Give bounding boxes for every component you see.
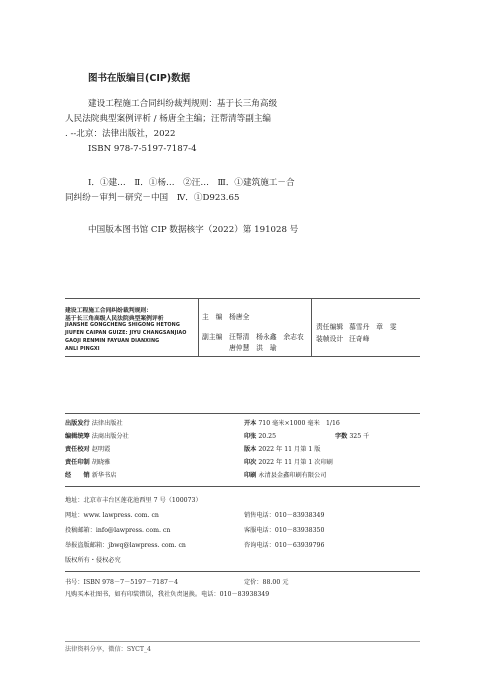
- cip-classification-line-2: 同纠纷－审判－研究－中国 Ⅳ．①D923.65: [65, 193, 240, 203]
- bottom-rule: [65, 641, 420, 642]
- cip-classification-line-1: Ⅰ．①建… Ⅱ．①杨… ②汪… Ⅲ．①建筑施工－合: [88, 178, 295, 188]
- title-box-divider-2: [311, 298, 312, 356]
- editor-label: 主 编: [202, 313, 223, 321]
- info-row-words: 字数 325 千: [335, 433, 370, 440]
- info-bottom-rule: [65, 486, 420, 487]
- design-label: 装帧设计: [316, 335, 344, 343]
- footer-isbn: 书号：ISBN 978－7－5197－7187－4: [65, 579, 179, 586]
- cip-description-line-2: 人民法院典型案例评析 / 杨唐全主编；汪帮清等副主编: [65, 114, 272, 124]
- deputy-editor-names-1: 汪帮清 杨永鑫 余志农: [229, 333, 304, 341]
- cip-core-data: 中国版本图书馆 CIP 数据核字（2022）第 191028 号: [88, 225, 299, 235]
- deputy-editor-names-2: 唐仲慧 洪 瑜: [229, 344, 277, 352]
- consult-tel: 咨询电话：010－63939796: [244, 542, 325, 549]
- book-title-cn-line-1: 建设工程施工合同纠纷裁判规则：: [65, 308, 152, 314]
- title-box-divider-1: [198, 298, 199, 356]
- info-row-publisher: 出版发行 法律出版社: [65, 420, 123, 427]
- cip-description-line-1: 建设工程施工合同纠纷裁判规则：基于长三角高级: [88, 99, 278, 109]
- footer-price: 定价：88.00 元: [244, 579, 289, 586]
- info-row-printing: 印次 2022 年 11 月第 1 次印刷: [244, 459, 333, 466]
- website: 网址：www. lawpress. com. cn: [65, 512, 159, 519]
- design-name: 汪奇峰: [349, 335, 370, 343]
- info-row-format: 开本 710 毫米×1000 毫米 1/16: [244, 420, 340, 427]
- responsible-editor-label: 责任编辑: [316, 323, 344, 331]
- sales-tel: 销售电话：010－83938349: [244, 512, 325, 519]
- service-tel: 客服电话：010－83938350: [244, 527, 325, 534]
- share-note: 法律资料分享，微信：SYCT_4: [65, 646, 151, 653]
- address: 地址：北京市丰台区莲花池西里 7 号（100073）: [65, 497, 202, 504]
- title-box-bottom-rule: [65, 356, 420, 357]
- cip-heading: 图书在版编目(CIP)数据: [88, 73, 191, 84]
- piracy-report-email: 举报盗版邮箱：jbwq@lawpress. com. cn: [65, 542, 186, 549]
- info-row-printer: 印刷 永清县金鑫印刷有限公司: [244, 472, 327, 479]
- info-row-editorial: 编辑统筹 法商出版分社: [65, 433, 129, 440]
- deputy-editor-label: 副主编: [202, 333, 223, 341]
- footer-return-notice: 凡购买本社图书，如有印装错误，我社负责退换。电话：010－83938349: [65, 591, 270, 598]
- title-box-top-rule: [65, 298, 420, 299]
- cip-isbn: ISBN 978-7-5197-7187-4: [88, 144, 197, 154]
- responsible-editor-names: 慕雪丹 章 雯: [349, 323, 397, 331]
- info-row-proofreader: 责任校对 赵明霞: [65, 446, 111, 453]
- info-row-edition: 版本 2022 年 11 月第 1 版: [244, 446, 321, 453]
- book-title-cn-line-2: 基于长三角高级人民法院典型案例评析: [65, 316, 164, 322]
- copyright-notice: 版权所有・侵权必究: [65, 557, 121, 564]
- book-title-en-line-1: JIANSHE GONGCHENG SHIGONG HETONG: [65, 322, 180, 328]
- book-title-en-line-4: ANLI PINGXI: [65, 346, 100, 352]
- editor-name: 杨唐全: [229, 313, 250, 321]
- info-top-rule: [65, 413, 420, 414]
- info-row-print-manager: 责任印制 胡晓雅: [65, 459, 111, 466]
- footer-top-rule: [65, 571, 420, 572]
- book-title-en-line-2: JIUFEN CAIPAN GUIZE: JIYU CHANGSANJIAO: [65, 330, 187, 336]
- info-row-sheets: 印张 20.25: [244, 433, 277, 440]
- book-title-en-line-3: GAOJI RENMIN FAYUAN DIANXING: [65, 338, 160, 344]
- submission-email: 投稿邮箱：info@lawpress. com. cn: [65, 527, 171, 534]
- info-row-distributor: 经 销 新华书店: [65, 472, 117, 479]
- cip-description-line-3: . --北京：法律出版社，2022: [65, 129, 176, 139]
